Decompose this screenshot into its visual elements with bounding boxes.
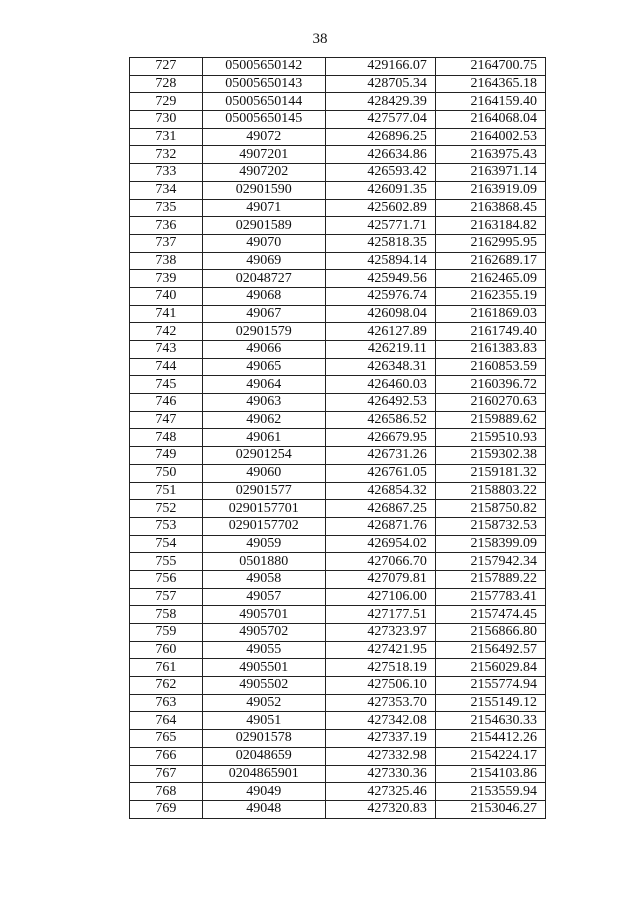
x-coordinate-cell: 427330.36 xyxy=(325,765,435,783)
row-number-cell: 757 xyxy=(130,588,203,606)
table-row xyxy=(130,659,546,677)
point-code-cell: 49051 xyxy=(202,712,325,730)
row-number-cell: 744 xyxy=(130,358,203,376)
point-code-cell: 4907202 xyxy=(202,164,325,182)
x-coordinate-cell: 429166.07 xyxy=(325,58,435,76)
row-number-cell: 734 xyxy=(130,181,203,199)
y-coordinate-cell: 2158732.53 xyxy=(435,517,545,535)
x-coordinate-cell: 427066.70 xyxy=(325,553,435,571)
table-row xyxy=(130,730,546,748)
table-row xyxy=(130,270,546,288)
table-row xyxy=(130,217,546,235)
x-coordinate-cell: 425771.71 xyxy=(325,217,435,235)
table-row xyxy=(130,58,546,76)
x-coordinate-cell: 427325.46 xyxy=(325,783,435,801)
y-coordinate-cell: 2164068.04 xyxy=(435,111,545,129)
point-code-cell: 02901579 xyxy=(202,323,325,341)
row-number-cell: 733 xyxy=(130,164,203,182)
row-number-cell: 758 xyxy=(130,606,203,624)
y-coordinate-cell: 2163184.82 xyxy=(435,217,545,235)
table-row xyxy=(130,75,546,93)
x-coordinate-cell: 427079.81 xyxy=(325,570,435,588)
table-row xyxy=(130,376,546,394)
point-code-cell: 49064 xyxy=(202,376,325,394)
y-coordinate-cell: 2164365.18 xyxy=(435,75,545,93)
x-coordinate-cell: 427421.95 xyxy=(325,641,435,659)
x-coordinate-cell: 425949.56 xyxy=(325,270,435,288)
table-row xyxy=(130,570,546,588)
y-coordinate-cell: 2156492.57 xyxy=(435,641,545,659)
x-coordinate-cell: 427320.83 xyxy=(325,800,435,818)
y-coordinate-cell: 2153046.27 xyxy=(435,800,545,818)
table-body xyxy=(130,58,546,819)
table-row xyxy=(130,394,546,412)
point-code-cell: 4905702 xyxy=(202,624,325,642)
row-number-cell: 743 xyxy=(130,341,203,359)
table-row xyxy=(130,447,546,465)
y-coordinate-cell: 2156029.84 xyxy=(435,659,545,677)
table-row xyxy=(130,783,546,801)
table-row xyxy=(130,111,546,129)
table-row xyxy=(130,199,546,217)
x-coordinate-cell: 426679.95 xyxy=(325,429,435,447)
point-code-cell: 4907201 xyxy=(202,146,325,164)
y-coordinate-cell: 2157889.22 xyxy=(435,570,545,588)
row-number-cell: 765 xyxy=(130,730,203,748)
x-coordinate-cell: 425894.14 xyxy=(325,252,435,270)
point-code-cell: 49062 xyxy=(202,411,325,429)
row-number-cell: 760 xyxy=(130,641,203,659)
table-row xyxy=(130,234,546,252)
row-number-cell: 738 xyxy=(130,252,203,270)
row-number-cell: 769 xyxy=(130,800,203,818)
table-row xyxy=(130,641,546,659)
row-number-cell: 728 xyxy=(130,75,203,93)
y-coordinate-cell: 2158399.09 xyxy=(435,535,545,553)
table-row xyxy=(130,800,546,818)
x-coordinate-cell: 426492.53 xyxy=(325,394,435,412)
x-coordinate-cell: 426460.03 xyxy=(325,376,435,394)
y-coordinate-cell: 2161869.03 xyxy=(435,305,545,323)
y-coordinate-cell: 2154224.17 xyxy=(435,747,545,765)
row-number-cell: 756 xyxy=(130,570,203,588)
y-coordinate-cell: 2157474.45 xyxy=(435,606,545,624)
point-code-cell: 0290157701 xyxy=(202,500,325,518)
y-coordinate-cell: 2157942.34 xyxy=(435,553,545,571)
y-coordinate-cell: 2162355.19 xyxy=(435,287,545,305)
x-coordinate-cell: 425976.74 xyxy=(325,287,435,305)
y-coordinate-cell: 2159181.32 xyxy=(435,464,545,482)
x-coordinate-cell: 426634.86 xyxy=(325,146,435,164)
point-code-cell: 49059 xyxy=(202,535,325,553)
table-row xyxy=(130,464,546,482)
row-number-cell: 762 xyxy=(130,677,203,695)
point-code-cell: 49070 xyxy=(202,234,325,252)
row-number-cell: 767 xyxy=(130,765,203,783)
y-coordinate-cell: 2163868.45 xyxy=(435,199,545,217)
x-coordinate-cell: 426871.76 xyxy=(325,517,435,535)
table-row xyxy=(130,146,546,164)
table-row xyxy=(130,164,546,182)
row-number-cell: 730 xyxy=(130,111,203,129)
y-coordinate-cell: 2163975.43 xyxy=(435,146,545,164)
y-coordinate-cell: 2157783.41 xyxy=(435,588,545,606)
x-coordinate-cell: 427353.70 xyxy=(325,694,435,712)
point-code-cell: 02901577 xyxy=(202,482,325,500)
row-number-cell: 761 xyxy=(130,659,203,677)
table-row xyxy=(130,341,546,359)
row-number-cell: 740 xyxy=(130,287,203,305)
row-number-cell: 759 xyxy=(130,624,203,642)
row-number-cell: 753 xyxy=(130,517,203,535)
y-coordinate-cell: 2153559.94 xyxy=(435,783,545,801)
table-row xyxy=(130,517,546,535)
point-code-cell: 49057 xyxy=(202,588,325,606)
y-coordinate-cell: 2162689.17 xyxy=(435,252,545,270)
row-number-cell: 735 xyxy=(130,199,203,217)
x-coordinate-cell: 427342.08 xyxy=(325,712,435,730)
point-code-cell: 4905501 xyxy=(202,659,325,677)
y-coordinate-cell: 2162995.95 xyxy=(435,234,545,252)
x-coordinate-cell: 426091.35 xyxy=(325,181,435,199)
y-coordinate-cell: 2164002.53 xyxy=(435,128,545,146)
point-code-cell: 0290157702 xyxy=(202,517,325,535)
y-coordinate-cell: 2158750.82 xyxy=(435,500,545,518)
x-coordinate-cell: 426954.02 xyxy=(325,535,435,553)
table-row xyxy=(130,429,546,447)
row-number-cell: 742 xyxy=(130,323,203,341)
point-code-cell: 02901589 xyxy=(202,217,325,235)
row-number-cell: 748 xyxy=(130,429,203,447)
point-code-cell: 49069 xyxy=(202,252,325,270)
table-row xyxy=(130,411,546,429)
x-coordinate-cell: 426867.25 xyxy=(325,500,435,518)
x-coordinate-cell: 427337.19 xyxy=(325,730,435,748)
x-coordinate-cell: 425602.89 xyxy=(325,199,435,217)
y-coordinate-cell: 2156866.80 xyxy=(435,624,545,642)
y-coordinate-cell: 2158803.22 xyxy=(435,482,545,500)
y-coordinate-cell: 2164700.75 xyxy=(435,58,545,76)
row-number-cell: 741 xyxy=(130,305,203,323)
table-row xyxy=(130,694,546,712)
point-code-cell: 4905701 xyxy=(202,606,325,624)
row-number-cell: 768 xyxy=(130,783,203,801)
table-row xyxy=(130,624,546,642)
point-code-cell: 05005650144 xyxy=(202,93,325,111)
x-coordinate-cell: 427577.04 xyxy=(325,111,435,129)
table-row xyxy=(130,712,546,730)
y-coordinate-cell: 2160853.59 xyxy=(435,358,545,376)
point-code-cell: 49065 xyxy=(202,358,325,376)
y-coordinate-cell: 2159889.62 xyxy=(435,411,545,429)
point-code-cell: 49052 xyxy=(202,694,325,712)
table-row xyxy=(130,588,546,606)
table-row xyxy=(130,482,546,500)
point-code-cell: 49049 xyxy=(202,783,325,801)
point-code-cell: 49063 xyxy=(202,394,325,412)
table-row xyxy=(130,765,546,783)
point-code-cell: 02901578 xyxy=(202,730,325,748)
row-number-cell: 727 xyxy=(130,58,203,76)
row-number-cell: 755 xyxy=(130,553,203,571)
y-coordinate-cell: 2159510.93 xyxy=(435,429,545,447)
x-coordinate-cell: 427506.10 xyxy=(325,677,435,695)
table-row xyxy=(130,535,546,553)
row-number-cell: 731 xyxy=(130,128,203,146)
row-number-cell: 764 xyxy=(130,712,203,730)
y-coordinate-cell: 2159302.38 xyxy=(435,447,545,465)
row-number-cell: 745 xyxy=(130,376,203,394)
row-number-cell: 763 xyxy=(130,694,203,712)
point-code-cell: 05005650145 xyxy=(202,111,325,129)
x-coordinate-cell: 426348.31 xyxy=(325,358,435,376)
row-number-cell: 732 xyxy=(130,146,203,164)
point-code-cell: 49072 xyxy=(202,128,325,146)
y-coordinate-cell: 2164159.40 xyxy=(435,93,545,111)
x-coordinate-cell: 427177.51 xyxy=(325,606,435,624)
coordinates-table xyxy=(129,57,546,819)
point-code-cell: 49055 xyxy=(202,641,325,659)
point-code-cell: 0204865901 xyxy=(202,765,325,783)
point-code-cell: 4905502 xyxy=(202,677,325,695)
row-number-cell: 729 xyxy=(130,93,203,111)
y-coordinate-cell: 2160396.72 xyxy=(435,376,545,394)
table-row xyxy=(130,181,546,199)
x-coordinate-cell: 426593.42 xyxy=(325,164,435,182)
row-number-cell: 736 xyxy=(130,217,203,235)
point-code-cell: 49048 xyxy=(202,800,325,818)
point-code-cell: 49068 xyxy=(202,287,325,305)
point-code-cell: 49067 xyxy=(202,305,325,323)
x-coordinate-cell: 426854.32 xyxy=(325,482,435,500)
row-number-cell: 766 xyxy=(130,747,203,765)
y-coordinate-cell: 2154103.86 xyxy=(435,765,545,783)
table-row xyxy=(130,606,546,624)
point-code-cell: 02901590 xyxy=(202,181,325,199)
table-row xyxy=(130,305,546,323)
row-number-cell: 754 xyxy=(130,535,203,553)
x-coordinate-cell: 426731.26 xyxy=(325,447,435,465)
x-coordinate-cell: 428429.39 xyxy=(325,93,435,111)
x-coordinate-cell: 427323.97 xyxy=(325,624,435,642)
point-code-cell: 49066 xyxy=(202,341,325,359)
y-coordinate-cell: 2154630.33 xyxy=(435,712,545,730)
point-code-cell: 02901254 xyxy=(202,447,325,465)
row-number-cell: 751 xyxy=(130,482,203,500)
table-row xyxy=(130,93,546,111)
x-coordinate-cell: 426127.89 xyxy=(325,323,435,341)
row-number-cell: 747 xyxy=(130,411,203,429)
y-coordinate-cell: 2163919.09 xyxy=(435,181,545,199)
x-coordinate-cell: 428705.34 xyxy=(325,75,435,93)
row-number-cell: 746 xyxy=(130,394,203,412)
point-code-cell: 05005650143 xyxy=(202,75,325,93)
point-code-cell: 49071 xyxy=(202,199,325,217)
row-number-cell: 739 xyxy=(130,270,203,288)
y-coordinate-cell: 2161383.83 xyxy=(435,341,545,359)
y-coordinate-cell: 2161749.40 xyxy=(435,323,545,341)
x-coordinate-cell: 425818.35 xyxy=(325,234,435,252)
table-row xyxy=(130,747,546,765)
point-code-cell: 02048659 xyxy=(202,747,325,765)
y-coordinate-cell: 2163971.14 xyxy=(435,164,545,182)
point-code-cell: 49060 xyxy=(202,464,325,482)
point-code-cell: 0501880 xyxy=(202,553,325,571)
row-number-cell: 737 xyxy=(130,234,203,252)
point-code-cell: 02048727 xyxy=(202,270,325,288)
row-number-cell: 749 xyxy=(130,447,203,465)
x-coordinate-cell: 426098.04 xyxy=(325,305,435,323)
table-row xyxy=(130,128,546,146)
table-row xyxy=(130,500,546,518)
table-row xyxy=(130,323,546,341)
x-coordinate-cell: 426586.52 xyxy=(325,411,435,429)
y-coordinate-cell: 2154412.26 xyxy=(435,730,545,748)
row-number-cell: 752 xyxy=(130,500,203,518)
x-coordinate-cell: 427332.98 xyxy=(325,747,435,765)
x-coordinate-cell: 427106.00 xyxy=(325,588,435,606)
table-row xyxy=(130,287,546,305)
point-code-cell: 05005650142 xyxy=(202,58,325,76)
y-coordinate-cell: 2162465.09 xyxy=(435,270,545,288)
x-coordinate-cell: 427518.19 xyxy=(325,659,435,677)
table-row xyxy=(130,252,546,270)
point-code-cell: 49061 xyxy=(202,429,325,447)
row-number-cell: 750 xyxy=(130,464,203,482)
page-number: 38 xyxy=(312,31,328,47)
table-row xyxy=(130,358,546,376)
y-coordinate-cell: 2160270.63 xyxy=(435,394,545,412)
point-code-cell: 49058 xyxy=(202,570,325,588)
y-coordinate-cell: 2155774.94 xyxy=(435,677,545,695)
table-row xyxy=(130,553,546,571)
x-coordinate-cell: 426219.11 xyxy=(325,341,435,359)
table-row xyxy=(130,677,546,695)
x-coordinate-cell: 426896.25 xyxy=(325,128,435,146)
y-coordinate-cell: 2155149.12 xyxy=(435,694,545,712)
x-coordinate-cell: 426761.05 xyxy=(325,464,435,482)
